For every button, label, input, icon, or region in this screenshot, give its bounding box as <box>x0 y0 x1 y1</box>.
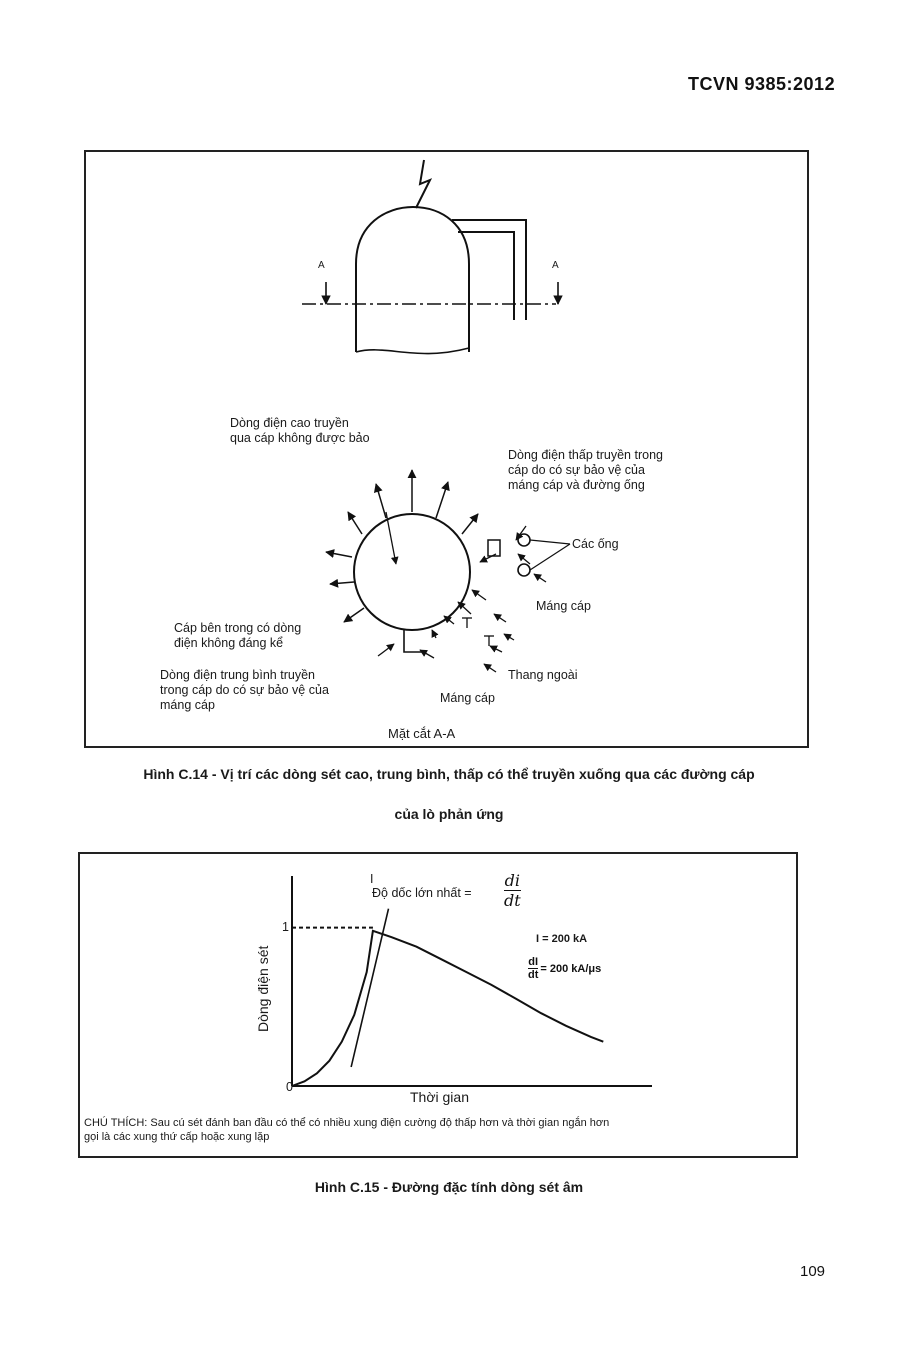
label-external-ladder: Thang ngoài <box>508 668 578 682</box>
pipe-lower <box>518 564 530 576</box>
param-max-slope: $\frac{dI}{dt}$ = 200 kA/μs <box>528 956 602 981</box>
label-section-title: Mặt cắt A-A <box>388 726 456 741</box>
reactor-dome <box>356 207 469 352</box>
cable-tray-right <box>488 540 500 556</box>
max-slope-fraction: di dt <box>504 871 521 910</box>
reactor-diagram <box>86 152 811 750</box>
chart-origin-label: 0 <box>286 1080 293 1094</box>
chart-x-axis-label: Thời gian <box>410 1089 469 1105</box>
label-inner-cable: Cáp bên trong có dòng điện không đáng kể <box>174 621 302 650</box>
section-mark-right: A <box>552 260 559 271</box>
lightning-current-curve <box>292 931 603 1086</box>
label-medium-current: Dòng điện trung bình truyền trong cáp do có sự bảo vệ của máng cáp <box>160 668 329 712</box>
chart-peak-value-label: 1 <box>282 920 289 934</box>
max-slope-label: Độ dốc lớn nhất = <box>372 886 472 900</box>
label-high-current: Dòng điện cao truyền qua cáp không được bảo <box>230 416 370 445</box>
lightning-icon <box>416 160 430 208</box>
figure-c15-frame <box>78 852 798 1158</box>
cable-tray-bottom <box>404 630 424 652</box>
chart-y-axis-label: Dòng điện sét <box>255 945 271 1032</box>
param-peak-current: I = 200 kA <box>536 933 588 945</box>
figure-c14-frame <box>84 150 809 748</box>
reactor-section-circle <box>354 514 470 630</box>
figure-c14-caption-line2: của lò phản ứng <box>394 806 504 822</box>
pipe-upper <box>518 534 530 546</box>
label-pipes: Các ống <box>572 537 619 551</box>
max-slope-tangent <box>351 909 388 1067</box>
label-low-current: Dòng điện thấp truyền trong cáp do có sự bảo vệ của máng cáp và đường ống <box>508 448 663 492</box>
figure-c15-caption: Hình C.15 - Đường đặc tính dòng sét âm <box>314 1179 584 1195</box>
figure-c14-caption-line1: Hình C.14 - Vị trí các dòng sét cao, trung bình, thấp có thể truyền xuống qua các đường cáp <box>143 766 755 782</box>
label-cable-tray-right: Máng cáp <box>536 599 591 613</box>
section-mark-left: A <box>318 260 325 271</box>
label-cable-tray-bottom: Máng cáp <box>440 691 495 705</box>
page-number: 109 <box>800 1263 826 1280</box>
standard-code: TCVN 9385:2012 <box>688 74 836 94</box>
chart-peak-marker: I <box>370 872 374 886</box>
figure-c15-note: CHÚ THÍCH: Sau cú sét đánh ban đầu có thể có nhiều xung điện cường độ thấp hơn và thời gian ngắn hơn gọi là các xung thứ cấp hoặc xung lặp <box>84 1117 610 1143</box>
